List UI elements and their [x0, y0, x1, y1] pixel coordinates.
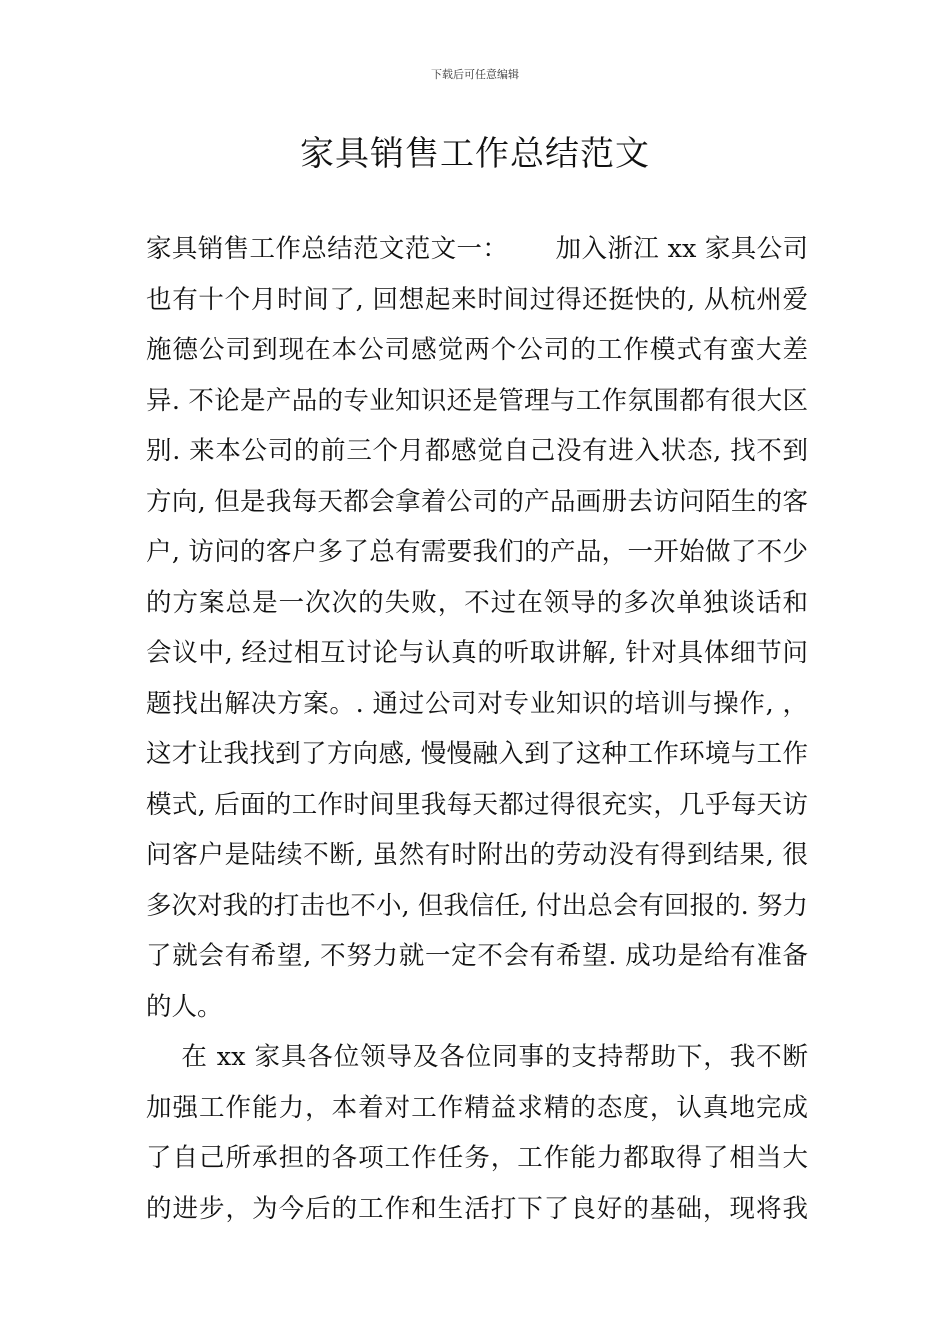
text-line: 在 xx 家具各位领导及各位同事的支持帮助下，我不断: [146, 1042, 808, 1072]
text-line: 模式, 后面的工作时间里我每天都过得很充实，几乎每天访: [146, 789, 808, 820]
document-body: [146, 224, 808, 1234]
text-line: 施德公司到现在本公司感觉两个公司的工作模式有蛮大差: [146, 335, 808, 365]
text-line: 了就会有希望, 不努力就一定不会有希望. 成功是给有准备: [146, 941, 808, 971]
text-line: 了自己所承担的各项工作任务，工作能力都取得了相当大: [146, 1143, 808, 1173]
text-line: 家具销售工作总结范文范文一： 加入浙江 xx 家具公司: [146, 234, 808, 264]
text-line: 的进步，为今后的工作和生活打下了良好的基础，现将我: [146, 1193, 808, 1224]
text-line: 异. 不论是产品的专业知识还是管理与工作氛围都有很大区: [146, 385, 808, 416]
document-title: 家具销售工作总结范文: [300, 134, 650, 174]
text-line: 题找出解决方案。. 通过公司对专业知识的培训与操作, ，: [146, 688, 808, 719]
text-line: 方向, 但是我每天都会拿着公司的产品画册去访问陌生的客: [146, 486, 808, 517]
header-note: 下载后可任意编辑: [431, 68, 519, 81]
text-line: 会议中, 经过相互讨论与认真的听取讲解, 针对具体细节问: [146, 638, 808, 668]
text-line: 的方案总是一次次的失败，不过在领导的多次单独谈话和: [146, 587, 808, 618]
paragraph: [146, 224, 808, 1032]
text-line: 也有十个月时间了, 回想起来时间过得还挺快的, 从杭州爱: [146, 284, 808, 315]
text-line: 加强工作能力，本着对工作精益求精的态度，认真地完成: [146, 1092, 808, 1123]
paragraph: [146, 1032, 808, 1234]
text-line: 别. 来本公司的前三个月都感觉自己没有进入状态, 找不到: [146, 436, 808, 466]
text-line: 户, 访问的客户多了总有需要我们的产品，一开始做了不少: [146, 537, 808, 567]
text-line: 的人。: [146, 991, 223, 1022]
text-line: 多次对我的打击也不小, 但我信任, 付出总会有回报的. 努力: [146, 890, 808, 921]
text-line: 这才让我找到了方向感, 慢慢融入到了这种工作环境与工作: [146, 739, 808, 769]
text-line: 问客户是陆续不断, 虽然有时附出的劳动没有得到结果, 很: [146, 840, 808, 870]
